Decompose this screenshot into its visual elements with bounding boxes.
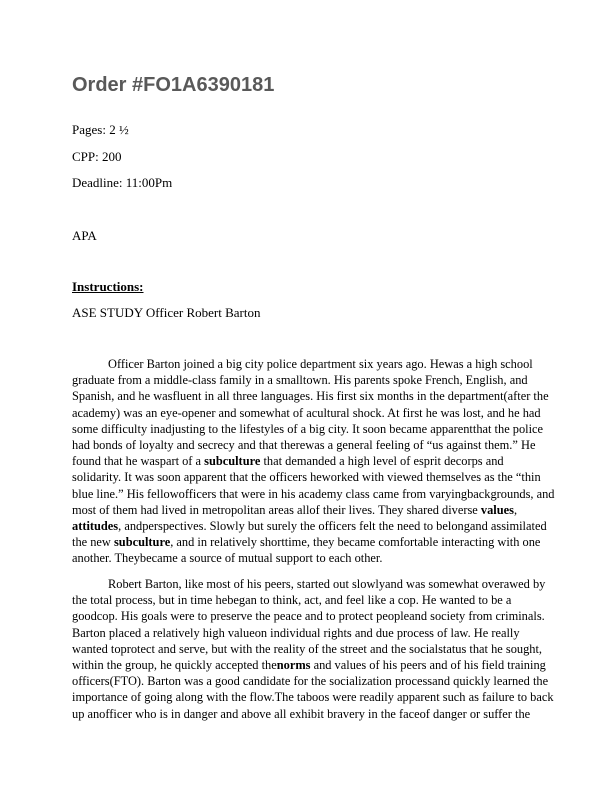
paragraph-line (72, 657, 546, 673)
text-run: , and in relatively shorttime, they became comfortable interacting with one (170, 535, 541, 550)
format-line: APA (72, 228, 97, 243)
paragraph-line: Barton placed a relatively high valueon individual rights and due process of law. He really (72, 625, 520, 640)
paragraph-line: blue line.” His fellowofficers that were in his academy class came from varyingbackgrounds, and (72, 486, 555, 501)
paragraph-line: officers(FTO). Barton was a good candidate for the socialization processand quickly learned the (72, 674, 549, 689)
instructions-heading: Instructions: (72, 279, 144, 294)
paragraph-line (72, 502, 534, 518)
paragraph-1 (72, 356, 555, 567)
text-run: within the group, he quickly accepted the (72, 658, 277, 673)
paragraph-2 (72, 576, 554, 722)
paragraph-line: importance of going along with the flow.The taboos were readily apparent such as failure to back (72, 690, 554, 705)
case-study-title: ASE STUDY Officer Robert Barton (72, 305, 261, 320)
paragraph-line: academy) was an eye-opener and somewhat of acultural shock. At first he was lost, and he had (72, 405, 541, 420)
cpp-line: CPP: 200 (72, 149, 122, 164)
bold-term-subculture: subculture (204, 454, 261, 469)
paragraph-line: up anofficer who is in danger and above all exhibit bravery in the faceof danger or suffer the (72, 706, 531, 721)
text-run: found that he waspart of a (72, 454, 205, 469)
paragraph-line: some difficulty inadjusting to the lifestyles of a big city. It soon became apparentthat the police (72, 421, 544, 436)
paragraph-line (72, 518, 547, 534)
pages-line: Pages: 2 ½ (72, 122, 129, 137)
bold-term-values: values (480, 502, 514, 517)
text-run: most of them had lived in metropolitan areas allof their lives. They shared diverse (72, 502, 481, 517)
text-run: , andperspectives. Slowly but surely the officers felt the need to belongand assimilated (118, 519, 547, 534)
bold-term-attitudes: attitudes (72, 519, 119, 534)
paragraph-line: the total process, but in time hebegan to think, act, and feel like a cop. He wanted to be a (72, 593, 512, 608)
deadline-line: Deadline: 11:00Pm (72, 175, 173, 190)
text-run: that demanded a high level of esprit decorps and (260, 454, 504, 469)
paragraph-line: had bonds of loyalty and secrecy and that therewas a general feeling of “us against them.” He (72, 438, 536, 453)
paragraph-line: Robert Barton, like most of his peers, started out slowlyand was somewhat overawed by (108, 577, 546, 591)
text-run: the new (72, 535, 114, 550)
paragraph-line (72, 534, 541, 550)
paragraph-line: Officer Barton joined a big city police department six years ago. Hewas a high school (108, 357, 533, 371)
paragraph-line: Spanish, and he wasfluent in all three languages. His first six months in the department(after the (72, 389, 549, 404)
text-run: , (513, 502, 518, 517)
bold-term-norms: norms (276, 658, 311, 673)
order-title: Order #FO1A6390181 (72, 74, 275, 96)
paragraph-line: another. Theybecame a source of mutual support to each other. (72, 551, 383, 566)
bold-term-subculture: subculture (113, 535, 171, 550)
paragraph-line: wanted toprotect and serve, but with the reality of the street and the socialstatus that he sought, (72, 641, 543, 656)
paragraph-line: graduate from a middle-class family in a smalltown. His parents spoke French, English, and (72, 373, 528, 388)
paragraph-line (72, 453, 534, 469)
paragraph-line: goodcop. His goals were to preserve the peace and to protect peopleand society from criminals. (72, 609, 545, 624)
text-run: and values of his peers and of his field training (310, 658, 546, 673)
paragraph-line: solidarity. It was soon apparent that the officers heworked with viewed themselves as the “thin (72, 470, 541, 485)
